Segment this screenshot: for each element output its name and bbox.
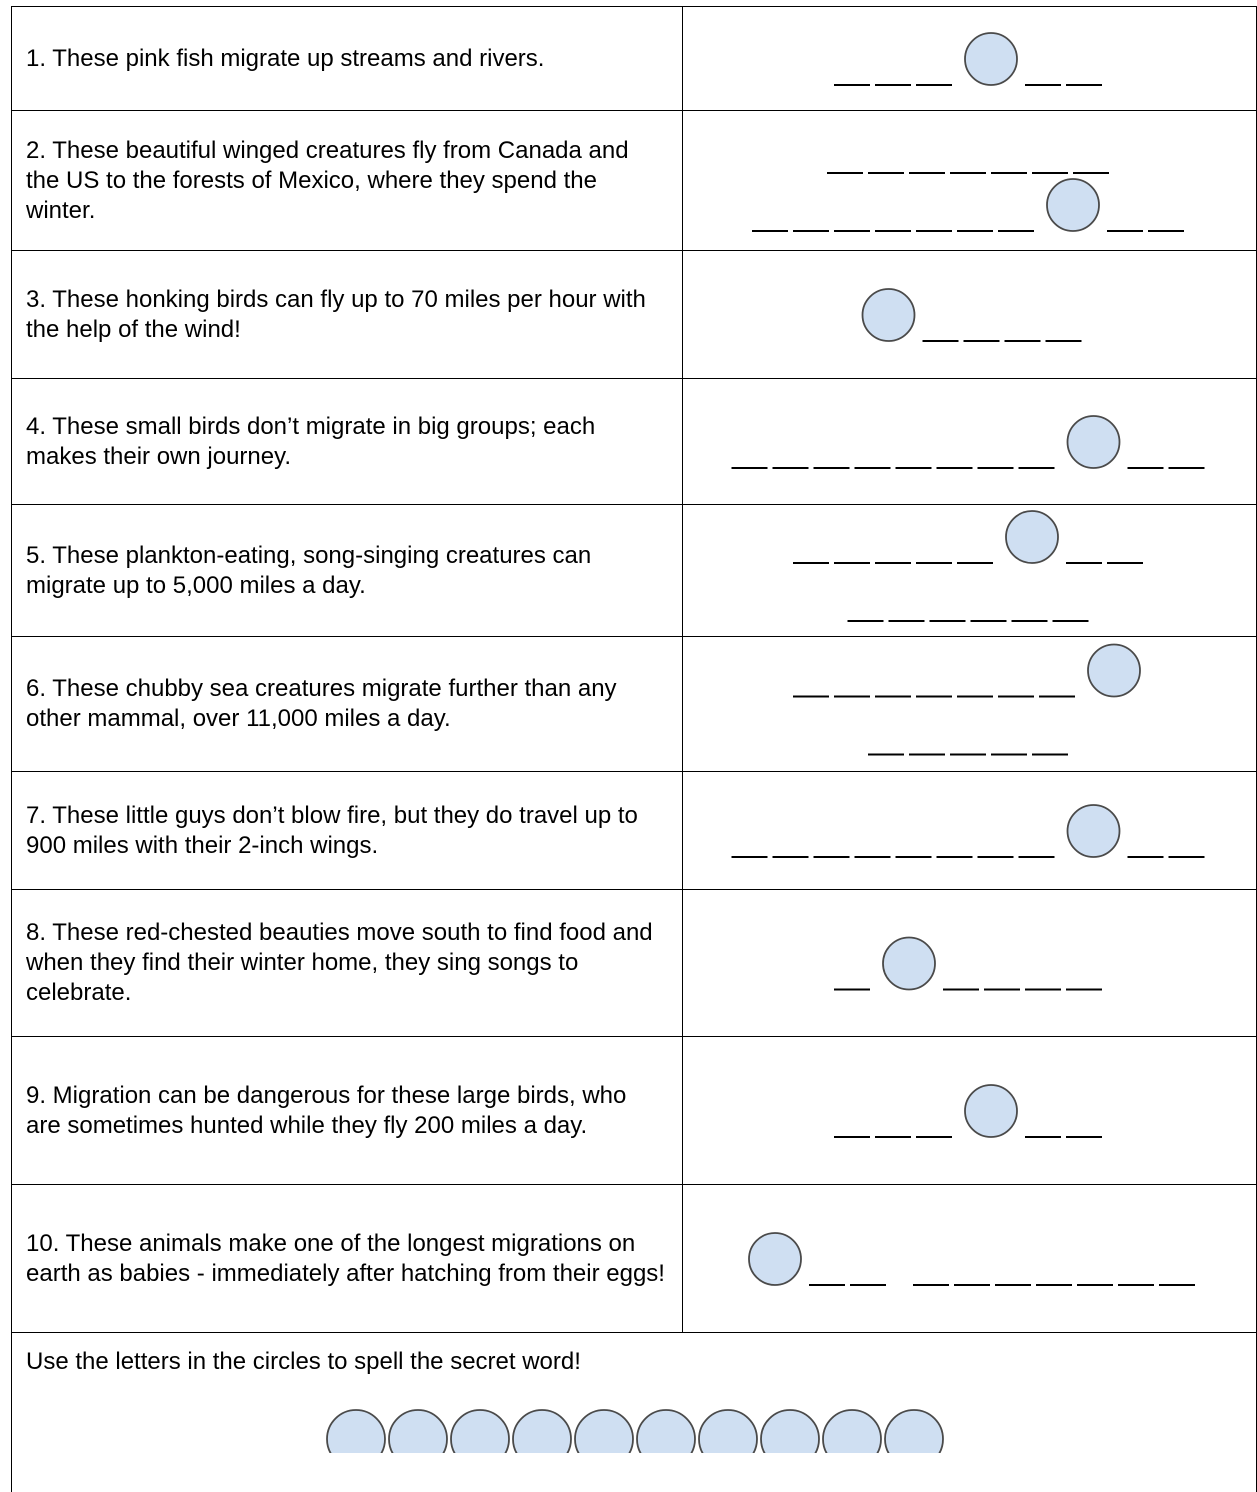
answer-cell xyxy=(683,1037,1257,1184)
secret-letter-circle[interactable] xyxy=(513,1410,571,1453)
clue-row xyxy=(11,771,1257,889)
clue-text: 8. These red-chested beauties move south to find food and when they find their winter home, they sing songs to celebrate. xyxy=(26,919,653,1006)
answer-cell xyxy=(683,111,1257,250)
letter-circle[interactable] xyxy=(1088,645,1140,697)
letter-circle[interactable] xyxy=(749,1233,801,1285)
clue-row xyxy=(11,636,1257,771)
clue-cell xyxy=(12,772,683,889)
clue-cell xyxy=(12,637,683,771)
answer-blanks xyxy=(683,1037,1257,1184)
clue-cell xyxy=(12,379,683,504)
secret-letter-circle[interactable] xyxy=(575,1410,633,1453)
secret-letter-circle[interactable] xyxy=(699,1410,757,1453)
clue-cell xyxy=(12,251,683,378)
secret-letter-circle[interactable] xyxy=(885,1410,943,1453)
clue-text: 5. These plankton-eating, song-singing creatures can migrate up to 5,000 miles a day. xyxy=(26,541,592,599)
clue-text: 1. These pink fish migrate up streams and rivers. xyxy=(26,44,545,72)
letter-circle[interactable] xyxy=(1047,179,1099,231)
clue-row xyxy=(11,378,1257,504)
clue-text: 2. These beautiful winged creatures fly from Canada and the US to the forests of Mexico, where they spend the winter. xyxy=(26,136,629,224)
migration-worksheet xyxy=(11,6,1257,1492)
letter-circle[interactable] xyxy=(863,289,915,341)
secret-letter-circle[interactable] xyxy=(637,1410,695,1453)
answer-blanks xyxy=(683,772,1257,889)
clue-row xyxy=(11,6,1257,110)
answer-cell xyxy=(683,379,1257,504)
letter-circle[interactable] xyxy=(1068,805,1120,857)
secret-word-row xyxy=(11,1332,1257,1492)
answer-cell xyxy=(683,251,1257,378)
clue-cell xyxy=(12,1185,683,1332)
secret-letter-circle[interactable] xyxy=(327,1410,385,1453)
clue-text: 7. These little guys don’t blow fire, but they do travel up to 900 miles with their 2-inch wings. xyxy=(26,801,638,859)
letter-circle[interactable] xyxy=(965,1085,1017,1137)
clue-cell xyxy=(12,7,683,110)
clue-text: 3. These honking birds can fly up to 70 miles per hour with the help of the wind! xyxy=(26,285,646,343)
answer-blanks xyxy=(683,637,1257,771)
secret-letter-circle[interactable] xyxy=(761,1410,819,1453)
answer-blanks xyxy=(683,111,1257,250)
clue-text: 9. Migration can be dangerous for these large birds, who are sometimes hunted while they fly 200 miles a day. xyxy=(26,1081,627,1139)
answer-blanks xyxy=(683,7,1257,110)
letter-circle[interactable] xyxy=(965,33,1017,85)
answer-cell xyxy=(683,505,1257,636)
clue-cell xyxy=(12,505,683,636)
clue-cell xyxy=(12,111,683,250)
letter-circle[interactable] xyxy=(1006,511,1058,563)
answer-blanks xyxy=(683,1185,1257,1332)
clue-row xyxy=(11,1036,1257,1184)
answer-cell xyxy=(683,7,1257,110)
clue-text: 10. These animals make one of the longest migrations on earth as babies - immediately after hatching from their eggs! xyxy=(26,1229,665,1287)
clue-row xyxy=(11,250,1257,378)
answer-cell xyxy=(683,1185,1257,1332)
clue-text: 6. These chubby sea creatures migrate further than any other mammal, over 11,000 miles a day. xyxy=(26,675,617,732)
answer-blanks xyxy=(683,505,1257,636)
clue-row xyxy=(11,110,1257,250)
secret-letter-circle[interactable] xyxy=(389,1410,447,1453)
answer-cell xyxy=(683,772,1257,889)
secret-letter-circle[interactable] xyxy=(451,1410,509,1453)
clue-cell xyxy=(12,1037,683,1184)
clue-row xyxy=(11,1184,1257,1332)
clue-cell xyxy=(12,890,683,1036)
secret-word-circles xyxy=(12,1333,1257,1453)
answer-blanks xyxy=(683,379,1257,504)
clue-row xyxy=(11,504,1257,636)
secret-word-instruction: Use the letters in the circles to spell the secret word! xyxy=(26,1348,581,1375)
answer-cell xyxy=(683,637,1257,771)
secret-letter-circle[interactable] xyxy=(823,1410,881,1453)
answer-blanks xyxy=(683,251,1257,378)
clue-row xyxy=(11,889,1257,1036)
letter-circle[interactable] xyxy=(883,938,935,990)
letter-circle[interactable] xyxy=(1068,416,1120,468)
answer-blanks xyxy=(683,890,1257,1036)
clue-text: 4. These small birds don’t migrate in big groups; each makes their own journey. xyxy=(26,412,596,470)
answer-cell xyxy=(683,890,1257,1036)
